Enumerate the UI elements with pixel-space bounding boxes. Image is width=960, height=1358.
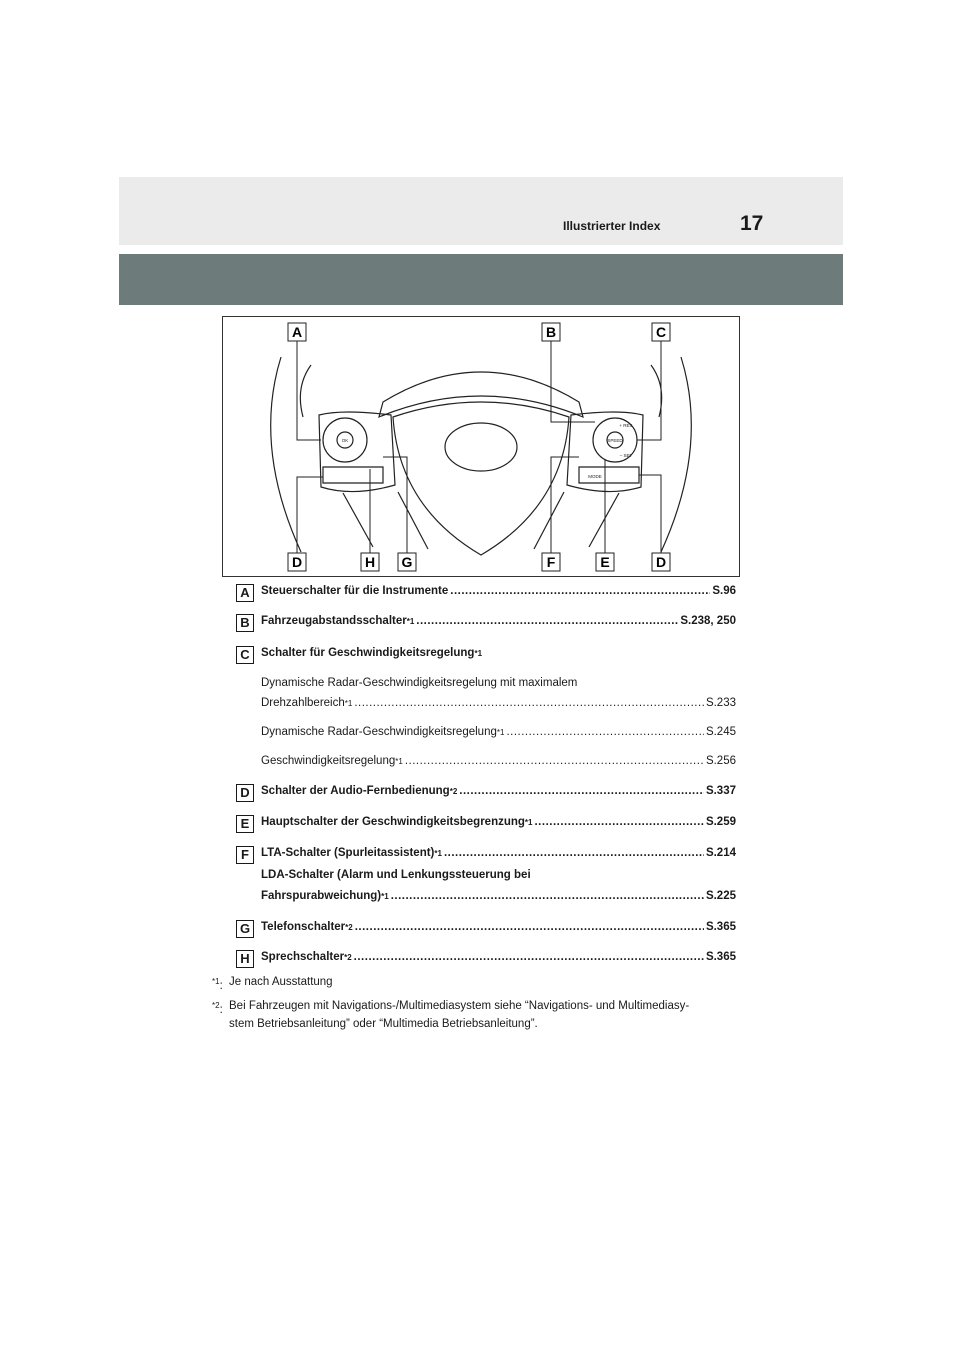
entry-f-line2: [236, 868, 736, 890]
steering-wheel-figure: [222, 316, 740, 577]
entry-page[interactable]: S.337: [705, 785, 736, 797]
ok-button-label: OK: [341, 438, 349, 443]
entry-page[interactable]: S.238, 250: [680, 615, 736, 627]
entry-label: Steuerschalter für die Instrumente: [261, 585, 449, 597]
callout-a: A: [291, 324, 303, 340]
mode-button-label: MODE: [588, 474, 602, 479]
entry-letter: C: [236, 646, 254, 664]
entry-a: [236, 584, 736, 606]
footnote-colon: :: [219, 979, 223, 992]
entry-letter: D: [236, 784, 254, 802]
entry-page[interactable]: S.256: [705, 755, 736, 767]
entry-label: Hauptschalter der Geschwindigkeitsbegrenzung: [261, 816, 525, 828]
entry-c: C Schalter für Geschwindigkeitsregelung *1: [236, 646, 736, 668]
callout-c: C: [655, 324, 667, 340]
entry-sub-label: Geschwindigkeitsregelung: [261, 755, 396, 767]
callout-h: H: [364, 554, 376, 570]
callout-g: G: [401, 554, 413, 570]
entry-page[interactable]: S.96: [712, 585, 736, 597]
header-band: [119, 177, 843, 245]
entry-label: Sprechschalter: [261, 951, 345, 963]
entry-page[interactable]: S.214: [705, 847, 736, 859]
entry-sub-label: Dynamische Radar-Geschwindigkeitsregelung mit maximalem: [261, 677, 578, 689]
callout-d-right: D: [655, 554, 667, 570]
footnote-mark: *2: [212, 1001, 220, 1010]
entry-f: F LTA-Schalter (Spurleitassistent) *1 ..... S.214: [236, 846, 736, 868]
callout-f: F: [546, 554, 556, 570]
callout-b: B: [545, 324, 557, 340]
entry-label: Fahrzeugabstandsschalter: [261, 615, 407, 627]
entry-label: LDA-Schalter (Alarm und Lenkungssteuerung bei: [261, 869, 531, 881]
footnote-mark: *1: [212, 977, 220, 986]
entry-letter: E: [236, 815, 254, 833]
footnote-text-continued: stem Betriebsanleitung” oder “Multimedia Betriebsanleitung”.: [229, 1018, 538, 1030]
entry-c-sub3: Geschwindigkeitsregelung *1 ..... S.256: [236, 754, 736, 776]
section-title: Illustrierter Index: [563, 219, 661, 233]
callout-d-left: D: [291, 554, 303, 570]
footnote-text: Je nach Ausstattung: [229, 976, 333, 988]
entry-c-sub1-line2: Drehzahlbereich *1 ..... S.233: [236, 696, 736, 718]
entry-sub-label: Drehzahlbereich: [261, 697, 345, 709]
footnote-text: Bei Fahrzeugen mit Navigations-/Multimediasystem siehe “Navigations- und Multimediasy-: [229, 1000, 690, 1012]
entry-g: G Telefonschalter *2 ..... S.365: [236, 920, 736, 942]
entry-letter: H: [236, 950, 254, 968]
steering-wheel-illustration: [223, 317, 739, 576]
entry-d: D Schalter der Audio-Fernbedienung *2 ..... S.337: [236, 784, 736, 806]
page-number: 17: [740, 212, 764, 235]
entry-page[interactable]: S.225: [705, 890, 736, 902]
res-button-label: + RES: [619, 423, 633, 428]
entry-label: LTA-Schalter (Spurleitassistent): [261, 847, 435, 859]
entry-letter: G: [236, 920, 254, 938]
callout-e: E: [600, 554, 610, 570]
section-bar: [119, 254, 843, 305]
entry-c-sub2: Dynamische Radar-Geschwindigkeitsregelung *1 ..... S.245: [236, 725, 736, 747]
entry-page[interactable]: S.233: [705, 697, 736, 709]
entry-letter: F: [236, 846, 254, 864]
entry-b: B Fahrzeugabstandsschalter *1 ..... S.238, 250: [236, 614, 736, 636]
speed-button-label: SPEED: [607, 438, 623, 443]
set-button-label: – SET: [619, 453, 633, 458]
entry-page[interactable]: S.245: [705, 726, 736, 738]
entry-h: H Sprechschalter *2 ..... S.365: [236, 950, 736, 972]
entry-page[interactable]: S.259: [705, 816, 736, 828]
footnote-colon: :: [219, 1003, 223, 1016]
entry-label: Fahrspurabweichung): [261, 890, 382, 902]
entry-letter: A: [236, 584, 254, 602]
entry-label: Schalter der Audio-Fernbedienung: [261, 785, 450, 797]
footnote-2: [212, 997, 752, 1033]
entry-c-sub1-line1: [236, 676, 736, 698]
entry-page[interactable]: S.365: [705, 951, 736, 963]
entry-label: Telefonschalter: [261, 921, 346, 933]
footnote-1: [212, 973, 752, 991]
entry-e: E Hauptschalter der Geschwindigkeitsbegrenzung *1 ..... S.259: [236, 815, 736, 837]
entry-letter: B: [236, 614, 254, 632]
entry-sub-label: Dynamische Radar-Geschwindigkeitsregelung: [261, 726, 497, 738]
entry-label: Schalter für Geschwindigkeitsregelung: [261, 647, 475, 659]
entry-f-line3: Fahrspurabweichung) *1 ..... S.225: [236, 889, 736, 911]
entry-page[interactable]: S.365: [705, 921, 736, 933]
